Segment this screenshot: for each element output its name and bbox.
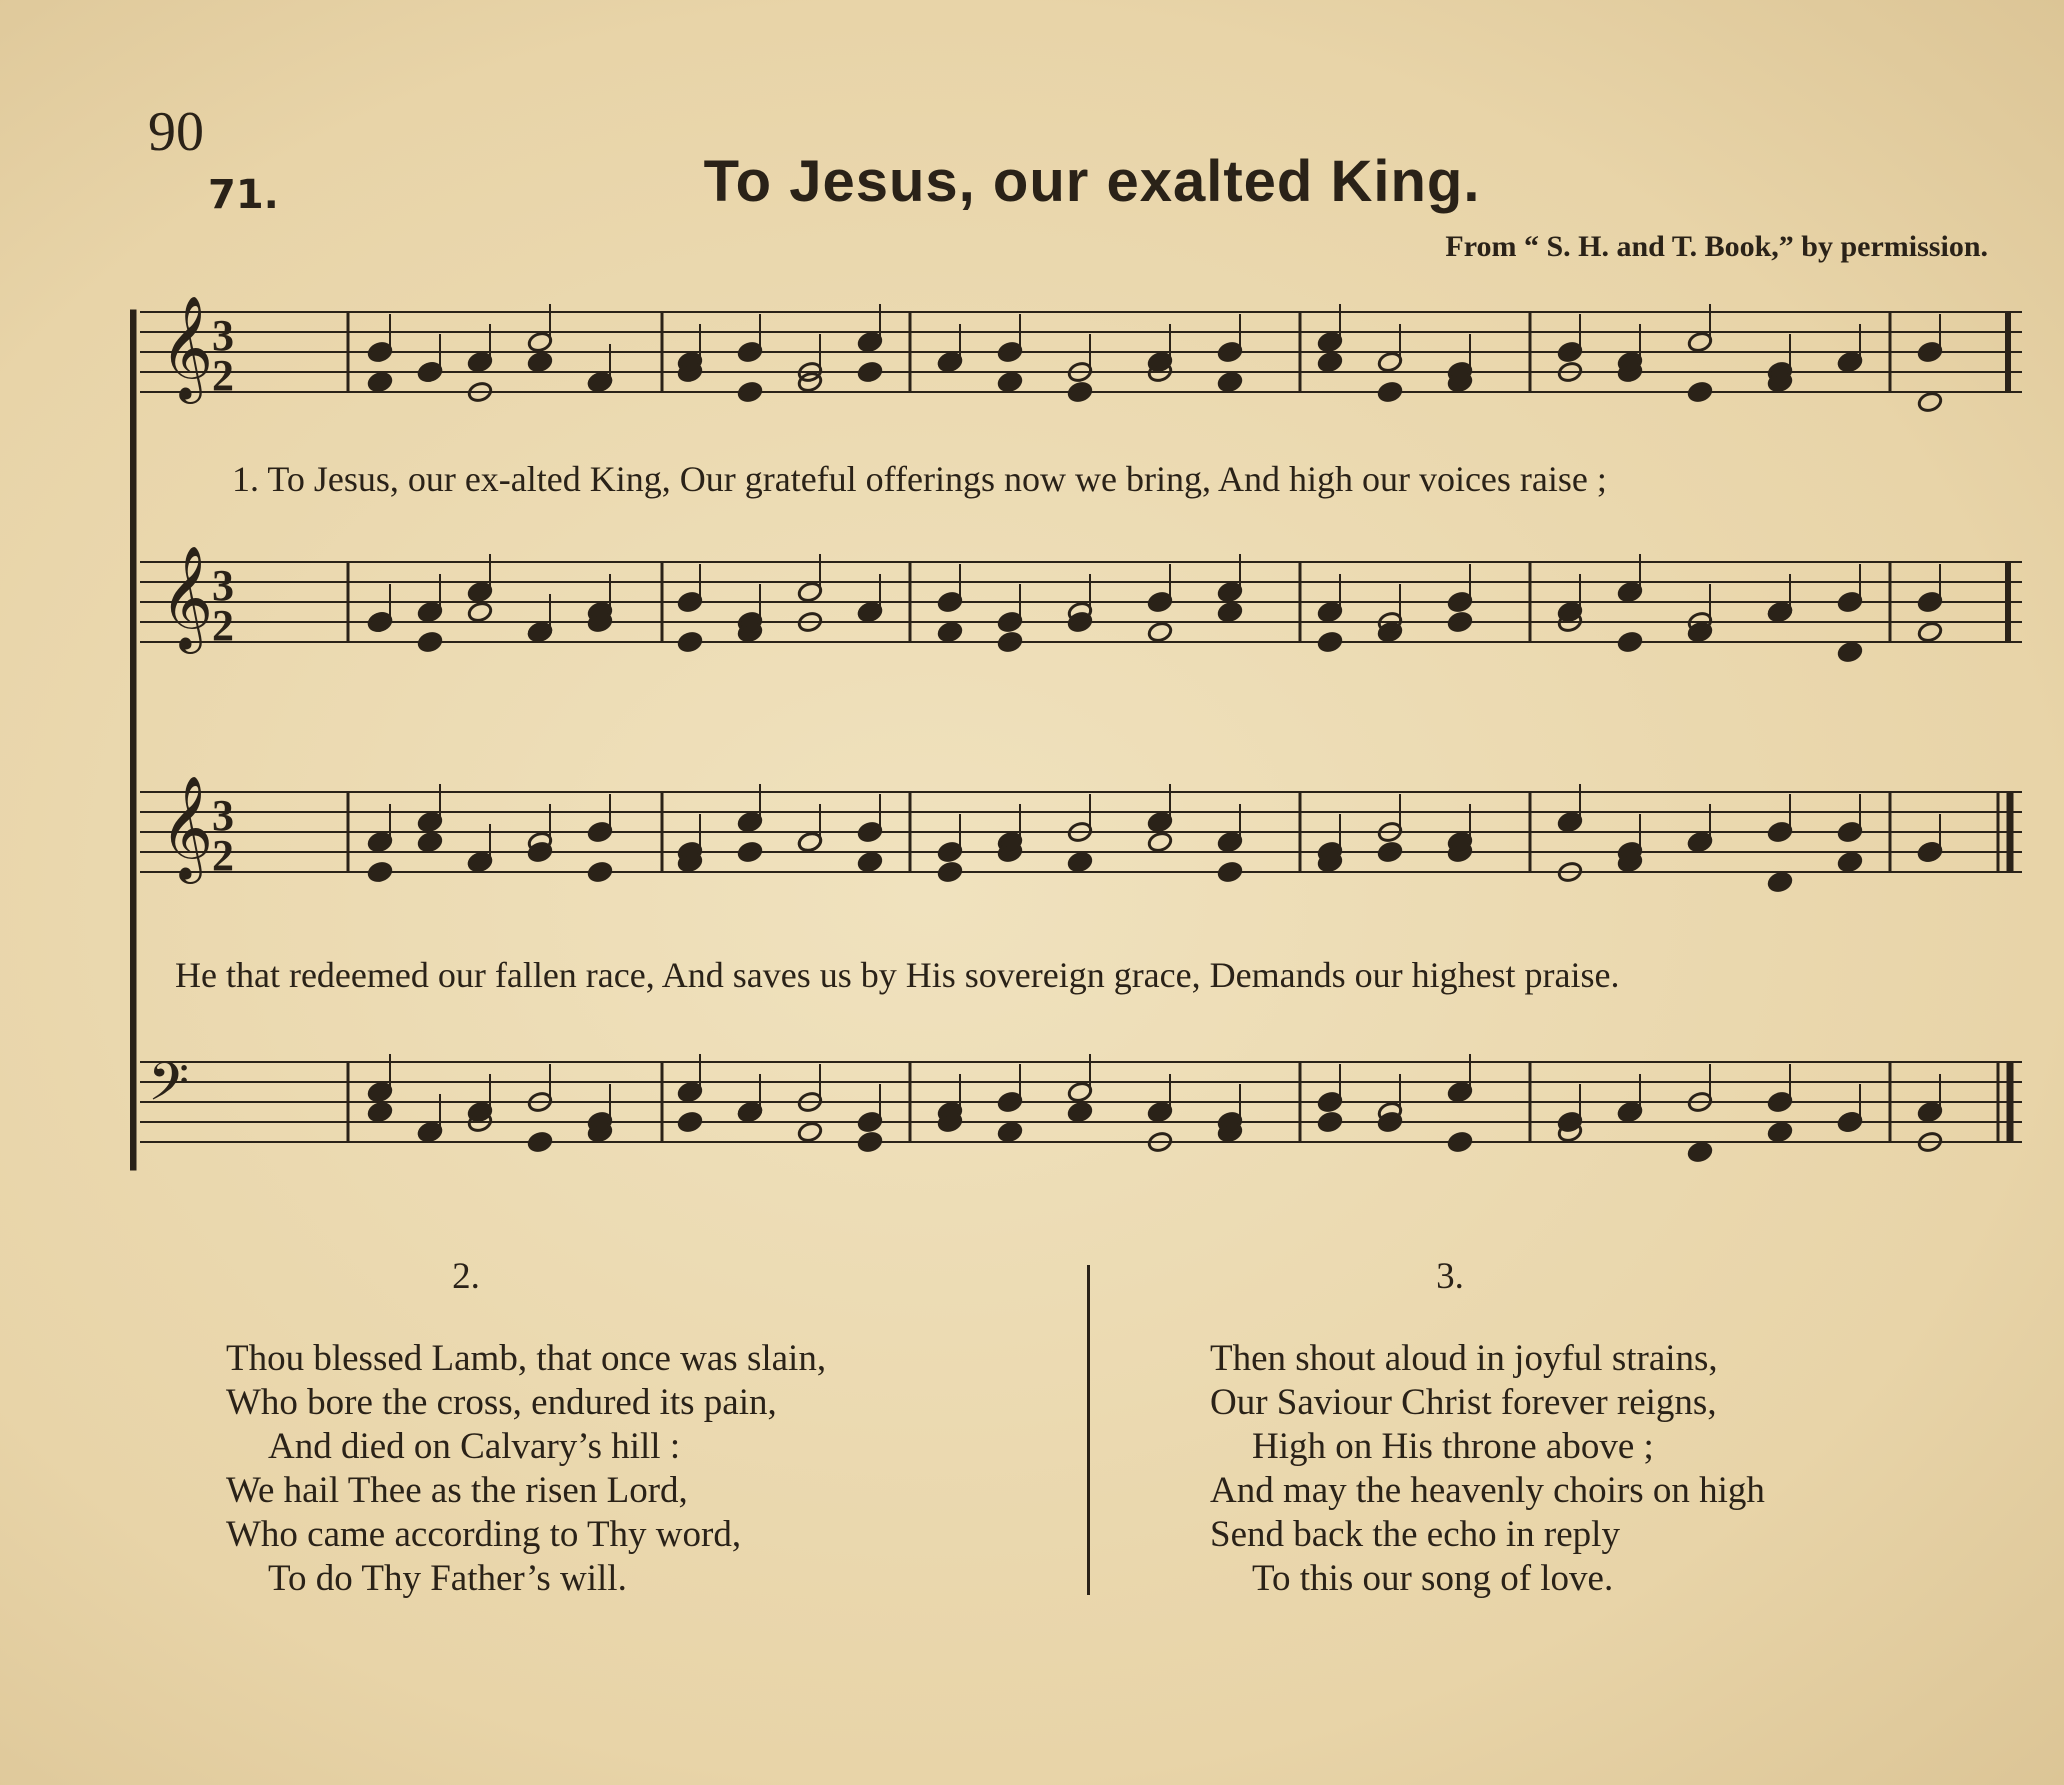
notehead	[1067, 851, 1093, 874]
notehead	[677, 631, 703, 654]
page-number: 90	[148, 101, 204, 163]
notehead	[1767, 871, 1793, 894]
treble-clef-icon: 𝄞	[160, 545, 214, 650]
notehead	[677, 1111, 703, 1134]
hymn-number: 71.	[208, 172, 279, 218]
verse-line: And may the heavenly choirs on high	[1210, 1470, 1765, 1511]
notehead	[1217, 371, 1243, 394]
notehead	[1377, 841, 1403, 864]
notehead	[1377, 381, 1403, 404]
notehead	[1317, 351, 1343, 374]
notehead	[1767, 1121, 1793, 1144]
lyric-line-1: 1. To Jesus, our ex-alted King, Our grateful offerings now we bring, And high our voices raise ;	[232, 459, 1607, 499]
notehead	[1317, 1111, 1343, 1134]
verse-line: Who came according to Thy word,	[226, 1514, 742, 1555]
notehead	[1447, 611, 1473, 634]
time-signature-digit: 2	[212, 351, 234, 400]
notehead	[1217, 861, 1243, 884]
notehead	[857, 851, 883, 874]
notehead	[997, 371, 1023, 394]
notehead	[1917, 621, 1943, 644]
hymn-title: To Jesus, our exalted King.	[703, 149, 1481, 214]
time-signature-digit: 2	[212, 831, 234, 880]
attribution: From “ S. H. and T. Book,” by permission.	[1445, 230, 1988, 263]
notehead	[1617, 631, 1643, 654]
time-signature-digit: 3	[212, 561, 234, 610]
notehead	[1067, 381, 1093, 404]
notehead	[797, 1121, 823, 1144]
notehead	[1067, 1101, 1093, 1124]
time-signature-digit: 3	[212, 311, 234, 360]
notehead	[527, 1131, 553, 1154]
notehead	[1147, 831, 1173, 854]
verse-line: And died on Calvary’s hill :	[268, 1426, 681, 1467]
lyric-line-2: He that redeemed our fallen race, And saves us by His sovereign grace, Demands our highest praise.	[175, 955, 1620, 995]
notehead	[417, 831, 443, 854]
notehead	[937, 861, 963, 884]
verse-line: High on His throne above ;	[1252, 1426, 1654, 1467]
notehead	[367, 1101, 393, 1124]
notehead	[737, 841, 763, 864]
notehead	[1147, 621, 1173, 644]
verse-divider	[1087, 1265, 1090, 1595]
notehead	[737, 381, 763, 404]
verse-number: 3.	[1436, 1256, 1464, 1297]
bass-clef-icon: 𝄢	[148, 1052, 190, 1126]
music-score	[130, 280, 2030, 1200]
notehead	[1447, 1131, 1473, 1154]
treble-clef-icon: 𝄞	[160, 295, 214, 400]
notehead	[857, 361, 883, 384]
notehead	[997, 1121, 1023, 1144]
notehead	[1217, 601, 1243, 624]
treble-clef-icon: 𝄞	[160, 775, 214, 880]
verse-3	[1210, 1255, 1970, 1601]
verse-line: To this our song of love.	[1252, 1558, 1614, 1599]
verse-line: Who bore the cross, endured its pain,	[226, 1382, 777, 1423]
notehead	[367, 861, 393, 884]
notehead	[1687, 381, 1713, 404]
notehead	[997, 631, 1023, 654]
verse-number: 2.	[452, 1256, 480, 1297]
system-brace	[130, 310, 136, 1170]
time-signature-digit: 2	[212, 601, 234, 650]
notehead	[1917, 391, 1943, 414]
verse-line: We hail Thee as the risen Lord,	[226, 1470, 688, 1511]
notehead	[367, 371, 393, 394]
notehead	[417, 631, 443, 654]
verse-line: To do Thy Father’s will.	[268, 1558, 627, 1599]
verse-line: Thou blessed Lamb, that once was slain,	[226, 1338, 827, 1379]
notehead	[937, 621, 963, 644]
notehead	[1837, 641, 1863, 664]
notehead	[527, 351, 553, 374]
notehead	[1317, 631, 1343, 654]
notes	[367, 304, 1943, 1163]
notehead	[1687, 1141, 1713, 1164]
notehead	[857, 1131, 883, 1154]
verse-line: Send back the echo in reply	[1210, 1514, 1620, 1555]
notehead	[1837, 851, 1863, 874]
time-signature-digit: 3	[212, 791, 234, 840]
notehead	[467, 601, 493, 624]
verse-line: Then shout aloud in joyful strains,	[1210, 1338, 1718, 1379]
notehead	[587, 861, 613, 884]
verse-line: Our Saviour Christ forever reigns,	[1210, 1382, 1717, 1423]
verse-2	[226, 1255, 986, 1601]
